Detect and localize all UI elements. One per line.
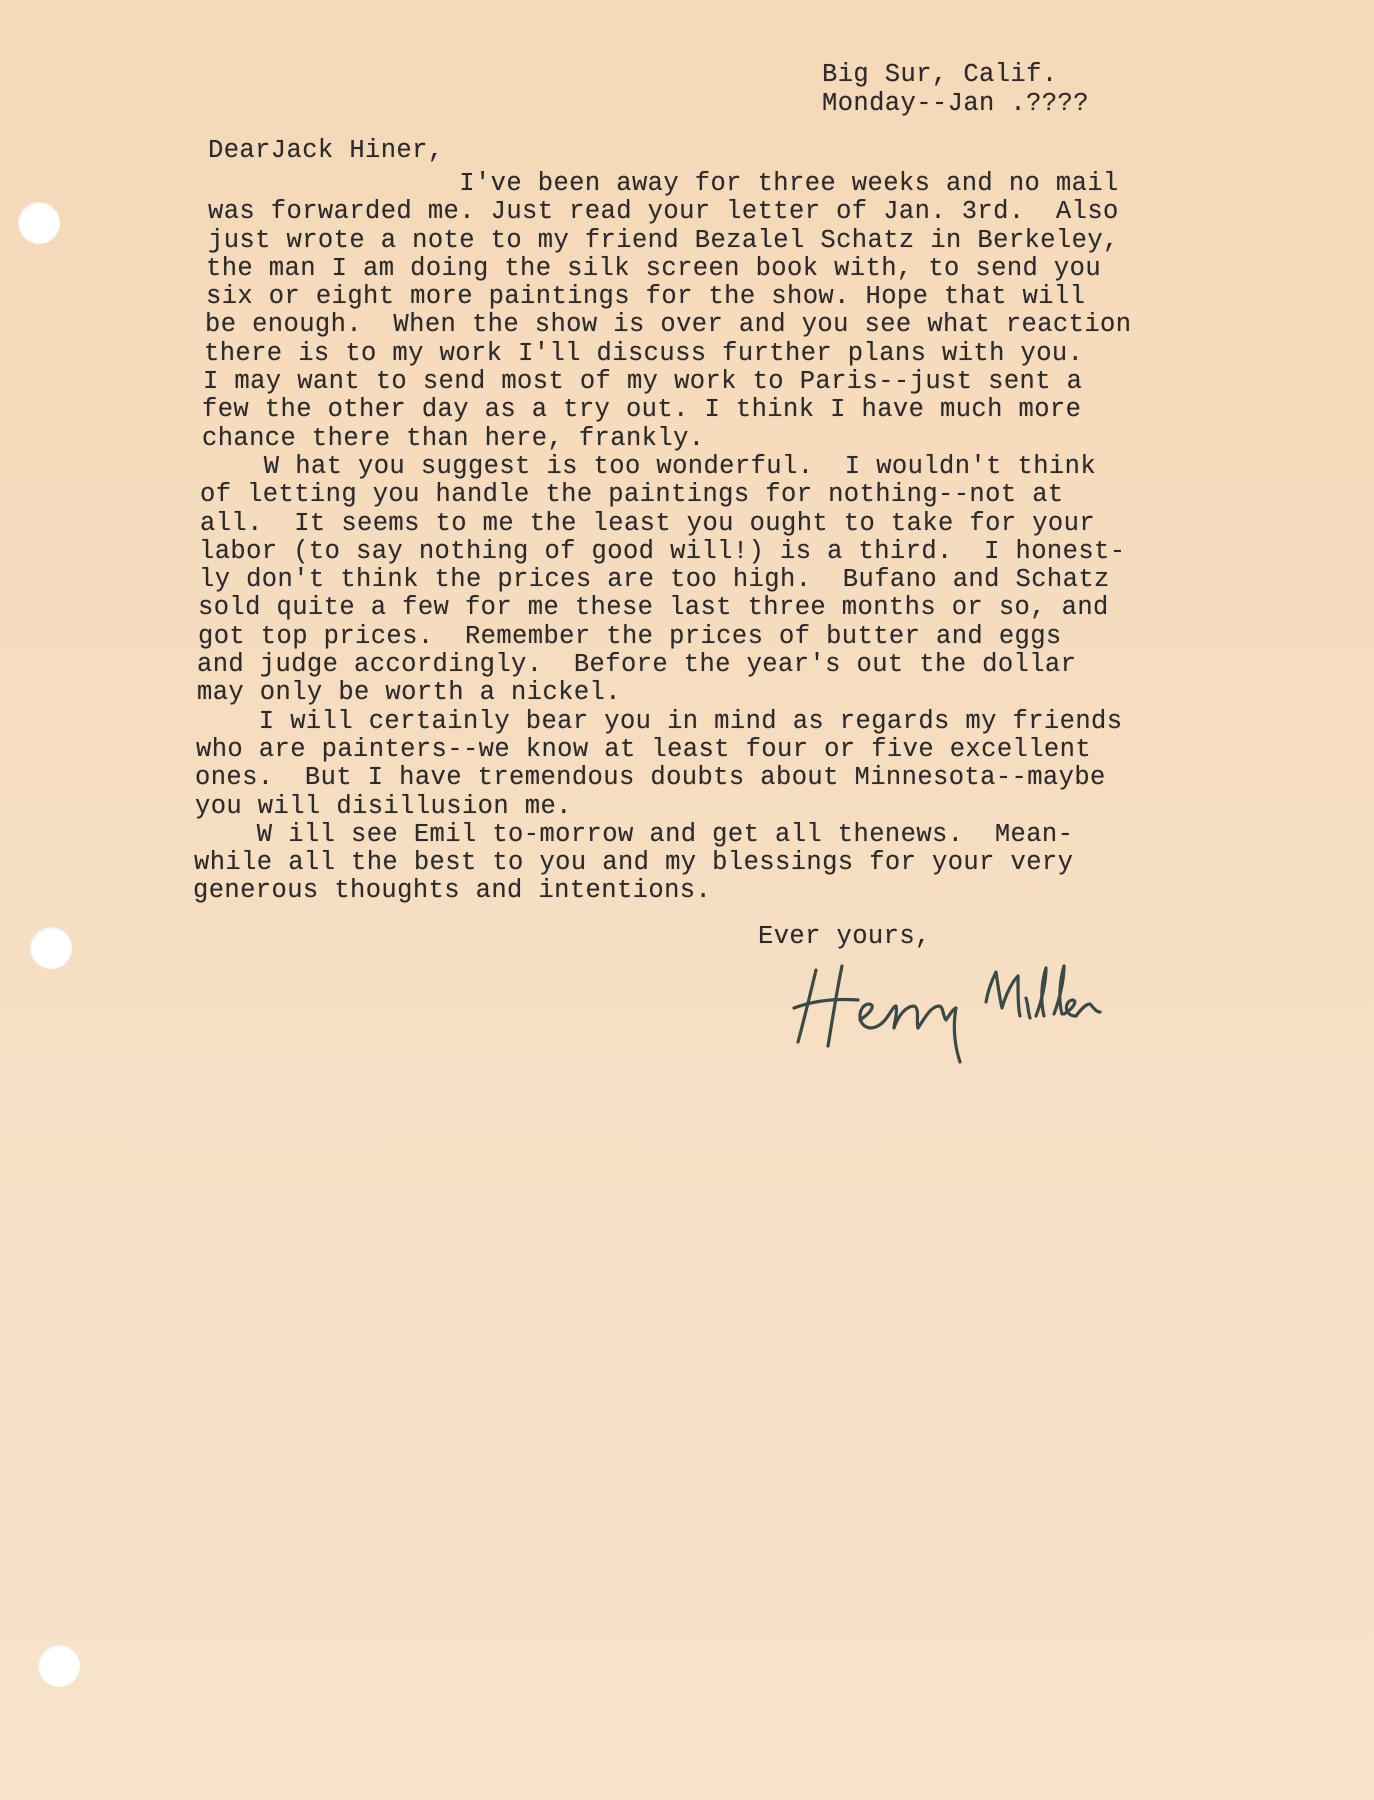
body-line: there is to my work I'll discuss further plans with you.	[204, 338, 1084, 368]
body-line: W hat you suggest is too wonderful. I wouldn't think	[201, 451, 1097, 481]
body-line: I may want to send most of my work to Paris--just sent a	[203, 367, 1083, 397]
punch-hole-bottom	[38, 1645, 80, 1687]
body-line: got top prices. Remember the prices of butter and eggs	[198, 621, 1062, 651]
body-line: just wrote a note to my friend Bezalel Schatz in Berkeley,	[208, 225, 1119, 255]
body-line: who are painters--we know at least four or five excellent	[196, 734, 1092, 764]
body-line: while all the best to you and my blessings for your very	[194, 848, 1074, 878]
signature	[780, 950, 1220, 1070]
letter-header	[822, 60, 1089, 118]
body-line: of letting you handle the paintings for nothing--not at	[200, 480, 1064, 510]
body-line: chance there than here, frankly.	[202, 423, 705, 453]
body-line: ones. But I have tremendous doubts about Minnesota--maybe	[195, 763, 1106, 793]
body-line: was forwarded me. Just read your letter of Jan. 3rd. Also	[208, 197, 1119, 227]
letter-body	[193, 169, 1238, 906]
punch-hole-top	[18, 202, 60, 244]
body-line: few the other day as a try out. I think I have much more	[202, 395, 1082, 425]
body-line: W ill see Emil to-morrow and get all thenews. Mean-	[194, 819, 1074, 849]
body-line: and judge accordingly. Before the year's out the dollar	[197, 650, 1077, 680]
punch-hole-middle	[30, 927, 72, 969]
body-line: labor (to say nothing of good will!) is a third. I honest-	[199, 536, 1126, 566]
body-line: six or eight more paintings for the show. Hope that will	[206, 282, 1086, 312]
body-line: the man I am doing the silk screen book with, to send you	[206, 253, 1102, 283]
salutation: DearJack Hiner,	[208, 136, 444, 165]
header-date: Monday--Jan .????	[822, 89, 1089, 118]
body-line: may only be worth a nickel.	[197, 678, 621, 708]
body-line: all. It seems to me the least you ought to take for your	[200, 508, 1096, 538]
body-line: be enough. When the show is over and you see what reaction	[205, 310, 1132, 340]
closing: Ever yours,	[758, 922, 931, 951]
body-line: ly don't think the prices are too high. Bufano and Schatz	[199, 565, 1110, 595]
body-line: I will certainly bear you in mind as regards my friends	[196, 706, 1123, 736]
header-place: Big Sur, Calif.	[822, 60, 1058, 89]
body-line: generous thoughts and intentions.	[193, 876, 712, 906]
body-line: you will disillusion me.	[195, 791, 572, 821]
body-line: sold quite a few for me these last three months or so, and	[198, 593, 1109, 623]
body-line: I've been away for three weeks and no mail	[208, 169, 1119, 198]
